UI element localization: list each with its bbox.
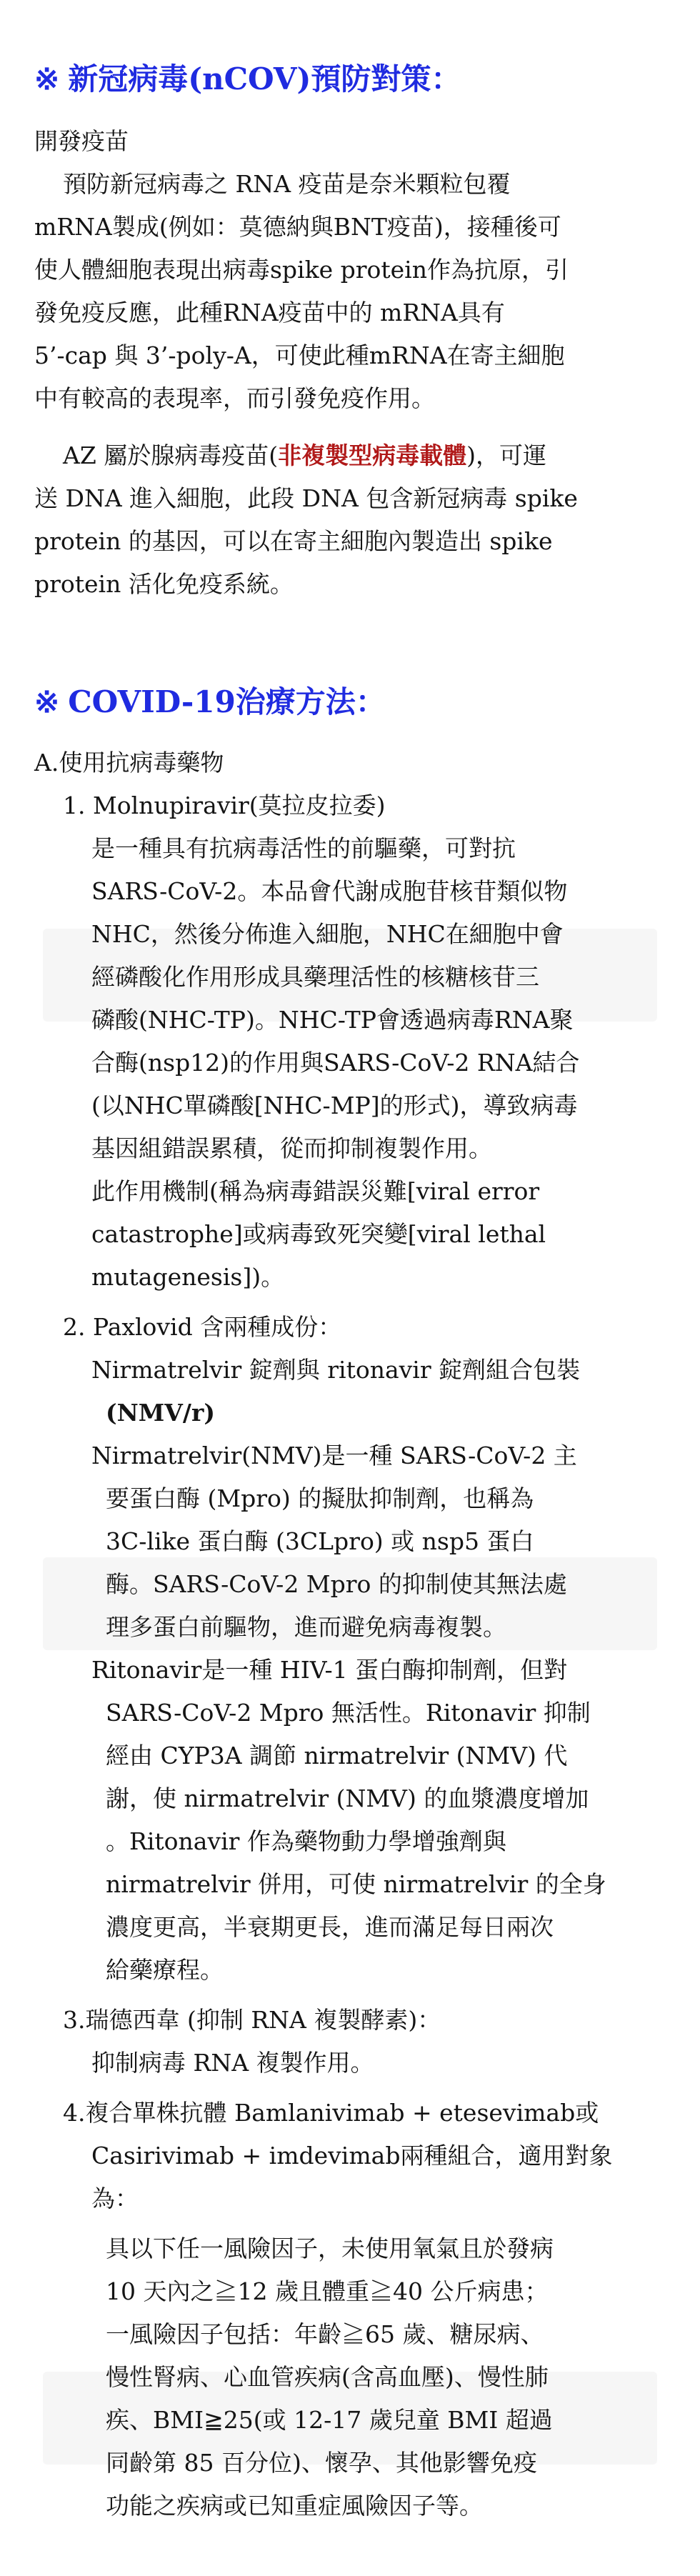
paragraph-line: 中有較高的表現率，而引發免疫作用。 <box>34 384 435 412</box>
list-item-line: (以NHC單磷酸[NHC-MP]的形式)，導致病毒 <box>91 1092 578 1119</box>
list-item-line: 是一種具有抗病毒活性的前驅藥，可對抗 <box>91 834 516 862</box>
list-item-title: 4.複合單株抗體 Bamlanivimab + etesevimab或 <box>63 2099 599 2127</box>
list-item-line: catastrophe]或病毒致死突變[viral lethal <box>91 1220 546 1248</box>
list-item-line: 理多蛋白前驅物，進而避免病毒複製。 <box>106 1613 506 1641</box>
paragraph-line: protein 的基因，可以在寄主細胞內製造出 spike <box>34 527 553 555</box>
list-item-line: 10 天內之≧12 歲且體重≧40 公斤病患； <box>106 2277 549 2305</box>
list-item-line: 功能之疾病或已知重症風險因子等。 <box>106 2492 483 2520</box>
list-item-line: 3C-like 蛋白酶 (3CLpro) 或 nsp5 蛋白 <box>106 1527 534 1555</box>
list-item-line: 疾、BMI≧25(或 12-17 歲兒童 BMI 超過 <box>106 2406 553 2434</box>
list-item-title: 2. Paxlovid 含兩種成份： <box>63 1313 342 1341</box>
list-item-line: 慢性腎病、心血管疾病(含高血壓)、慢性肺 <box>106 2363 549 2391</box>
list-item-line: NHC，然後分佈進入細胞，NHC在細胞中會 <box>91 920 564 948</box>
list-item-line: Casirivimab + imdevimab兩種組合，適用對象 <box>91 2142 613 2170</box>
list-item-line: 同齡第 85 百分位)、懷孕、其他影響免疫 <box>106 2449 537 2477</box>
paragraph-line <box>63 441 546 470</box>
list-item-line: Nirmatrelvir(NMV)是一種 SARS-CoV-2 主 <box>91 1442 577 1469</box>
list-item-line: 。Ritonavir 作為藥物動力學增強劑與 <box>106 1827 506 1855</box>
list-item-line: 此作用機制(稱為病毒錯誤災難[viral error <box>91 1177 540 1205</box>
list-item-line: Nirmatrelvir 錠劑與 ritonavir 錠劑組合包裝 <box>91 1356 581 1384</box>
list-item-line: Ritonavir是一種 HIV-1 蛋白酶抑制劑，但對 <box>91 1656 568 1684</box>
reference-mark-icon: ※ <box>34 684 60 719</box>
paragraph-line: 預防新冠病毒之 RNA 疫苗是奈米顆粒包覆 <box>63 170 511 198</box>
section-heading-prevention <box>34 56 461 99</box>
paragraph-line: 發免疫反應，此種RNA疫苗中的 mRNA具有 <box>34 299 505 326</box>
section-heading-text: 新冠病毒(nCOV)預防對策： <box>68 61 461 96</box>
paragraph-line: 使人體細胞表現出病毒spike protein作為抗原，引 <box>34 256 569 284</box>
highlight-text: 非複製型病毒載體 <box>278 441 467 469</box>
list-item-line: SARS-CoV-2。本品會代謝成胞苷核苷類似物 <box>91 877 568 905</box>
list-item-bold: (NMV/r) <box>106 1399 215 1427</box>
list-item-line: 一風險因子包括：年齡≧65 歲、糖尿病、 <box>106 2320 544 2348</box>
paragraph-line: 5’-cap 與 3’-poly-A，可使此種mRNA在寄主細胞 <box>34 341 565 369</box>
paragraph-line: mRNA製成(例如：莫德納與BNT疫苗)，接種後可 <box>34 213 561 241</box>
list-item-line: SARS-CoV-2 Mpro 無活性。Ritonavir 抑制 <box>106 1699 591 1727</box>
list-item-line: 磷酸(NHC-TP)。NHC-TP會透過病毒RNA聚 <box>91 1006 574 1034</box>
list-item-line: 謝，使 nirmatrelvir (NMV) 的血漿濃度增加 <box>106 1784 589 1812</box>
text-span: AZ 屬於腺病毒疫苗( <box>63 441 279 469</box>
list-item-line: 濃度更高，半衰期更長，進而滿足每日兩次 <box>106 1913 554 1941</box>
group-heading: A.使用抗病毒藥物 <box>34 749 224 777</box>
list-item-line: 經磷酸化作用形成具藥理活性的核糖核苷三 <box>91 963 539 991</box>
list-item-line: 要蛋白酶 (Mpro) 的擬肽抑制劑，也稱為 <box>106 1484 534 1512</box>
list-item-line: 具以下任一風險因子，未使用氧氣且於發病 <box>106 2235 554 2262</box>
list-item-line: 基因組錯誤累積，從而抑制複製作用。 <box>91 1134 492 1162</box>
text-span: )，可運 <box>466 441 546 469</box>
list-item-line: 給藥療程。 <box>106 1956 224 1984</box>
list-item-line: 酶。SARS-CoV-2 Mpro 的抑制使其無法處 <box>106 1570 567 1598</box>
list-item-title: 1. Molnupiravir(莫拉皮拉委) <box>63 792 386 819</box>
list-item-line: 抑制病毒 RNA 複製作用。 <box>91 2049 374 2077</box>
list-item-line: 經由 CYP3A 調節 nirmatrelvir (NMV) 代 <box>106 1742 568 1769</box>
paragraph-line: 送 DNA 進入細胞，此段 DNA 包含新冠病毒 spike <box>34 484 578 512</box>
section-heading-treatment <box>34 679 386 722</box>
list-item-line: 合酶(nsp12)的作用與SARS-CoV-2 RNA結合 <box>91 1049 580 1077</box>
section-heading-text: COVID-19治療方法： <box>68 684 386 719</box>
list-item-line: 為： <box>91 2185 139 2212</box>
reference-mark-icon: ※ <box>34 61 60 96</box>
paragraph-line: protein 活化免疫系統。 <box>34 570 294 598</box>
subheading: 開發疫苗 <box>34 127 129 155</box>
list-item-line: mutagenesis])。 <box>91 1263 285 1291</box>
list-item-title: 3.瑞德西韋 (抑制 RNA 複製酵素)： <box>63 2006 441 2034</box>
list-item-line: nirmatrelvir 併用，可使 nirmatrelvir 的全身 <box>106 1870 606 1898</box>
